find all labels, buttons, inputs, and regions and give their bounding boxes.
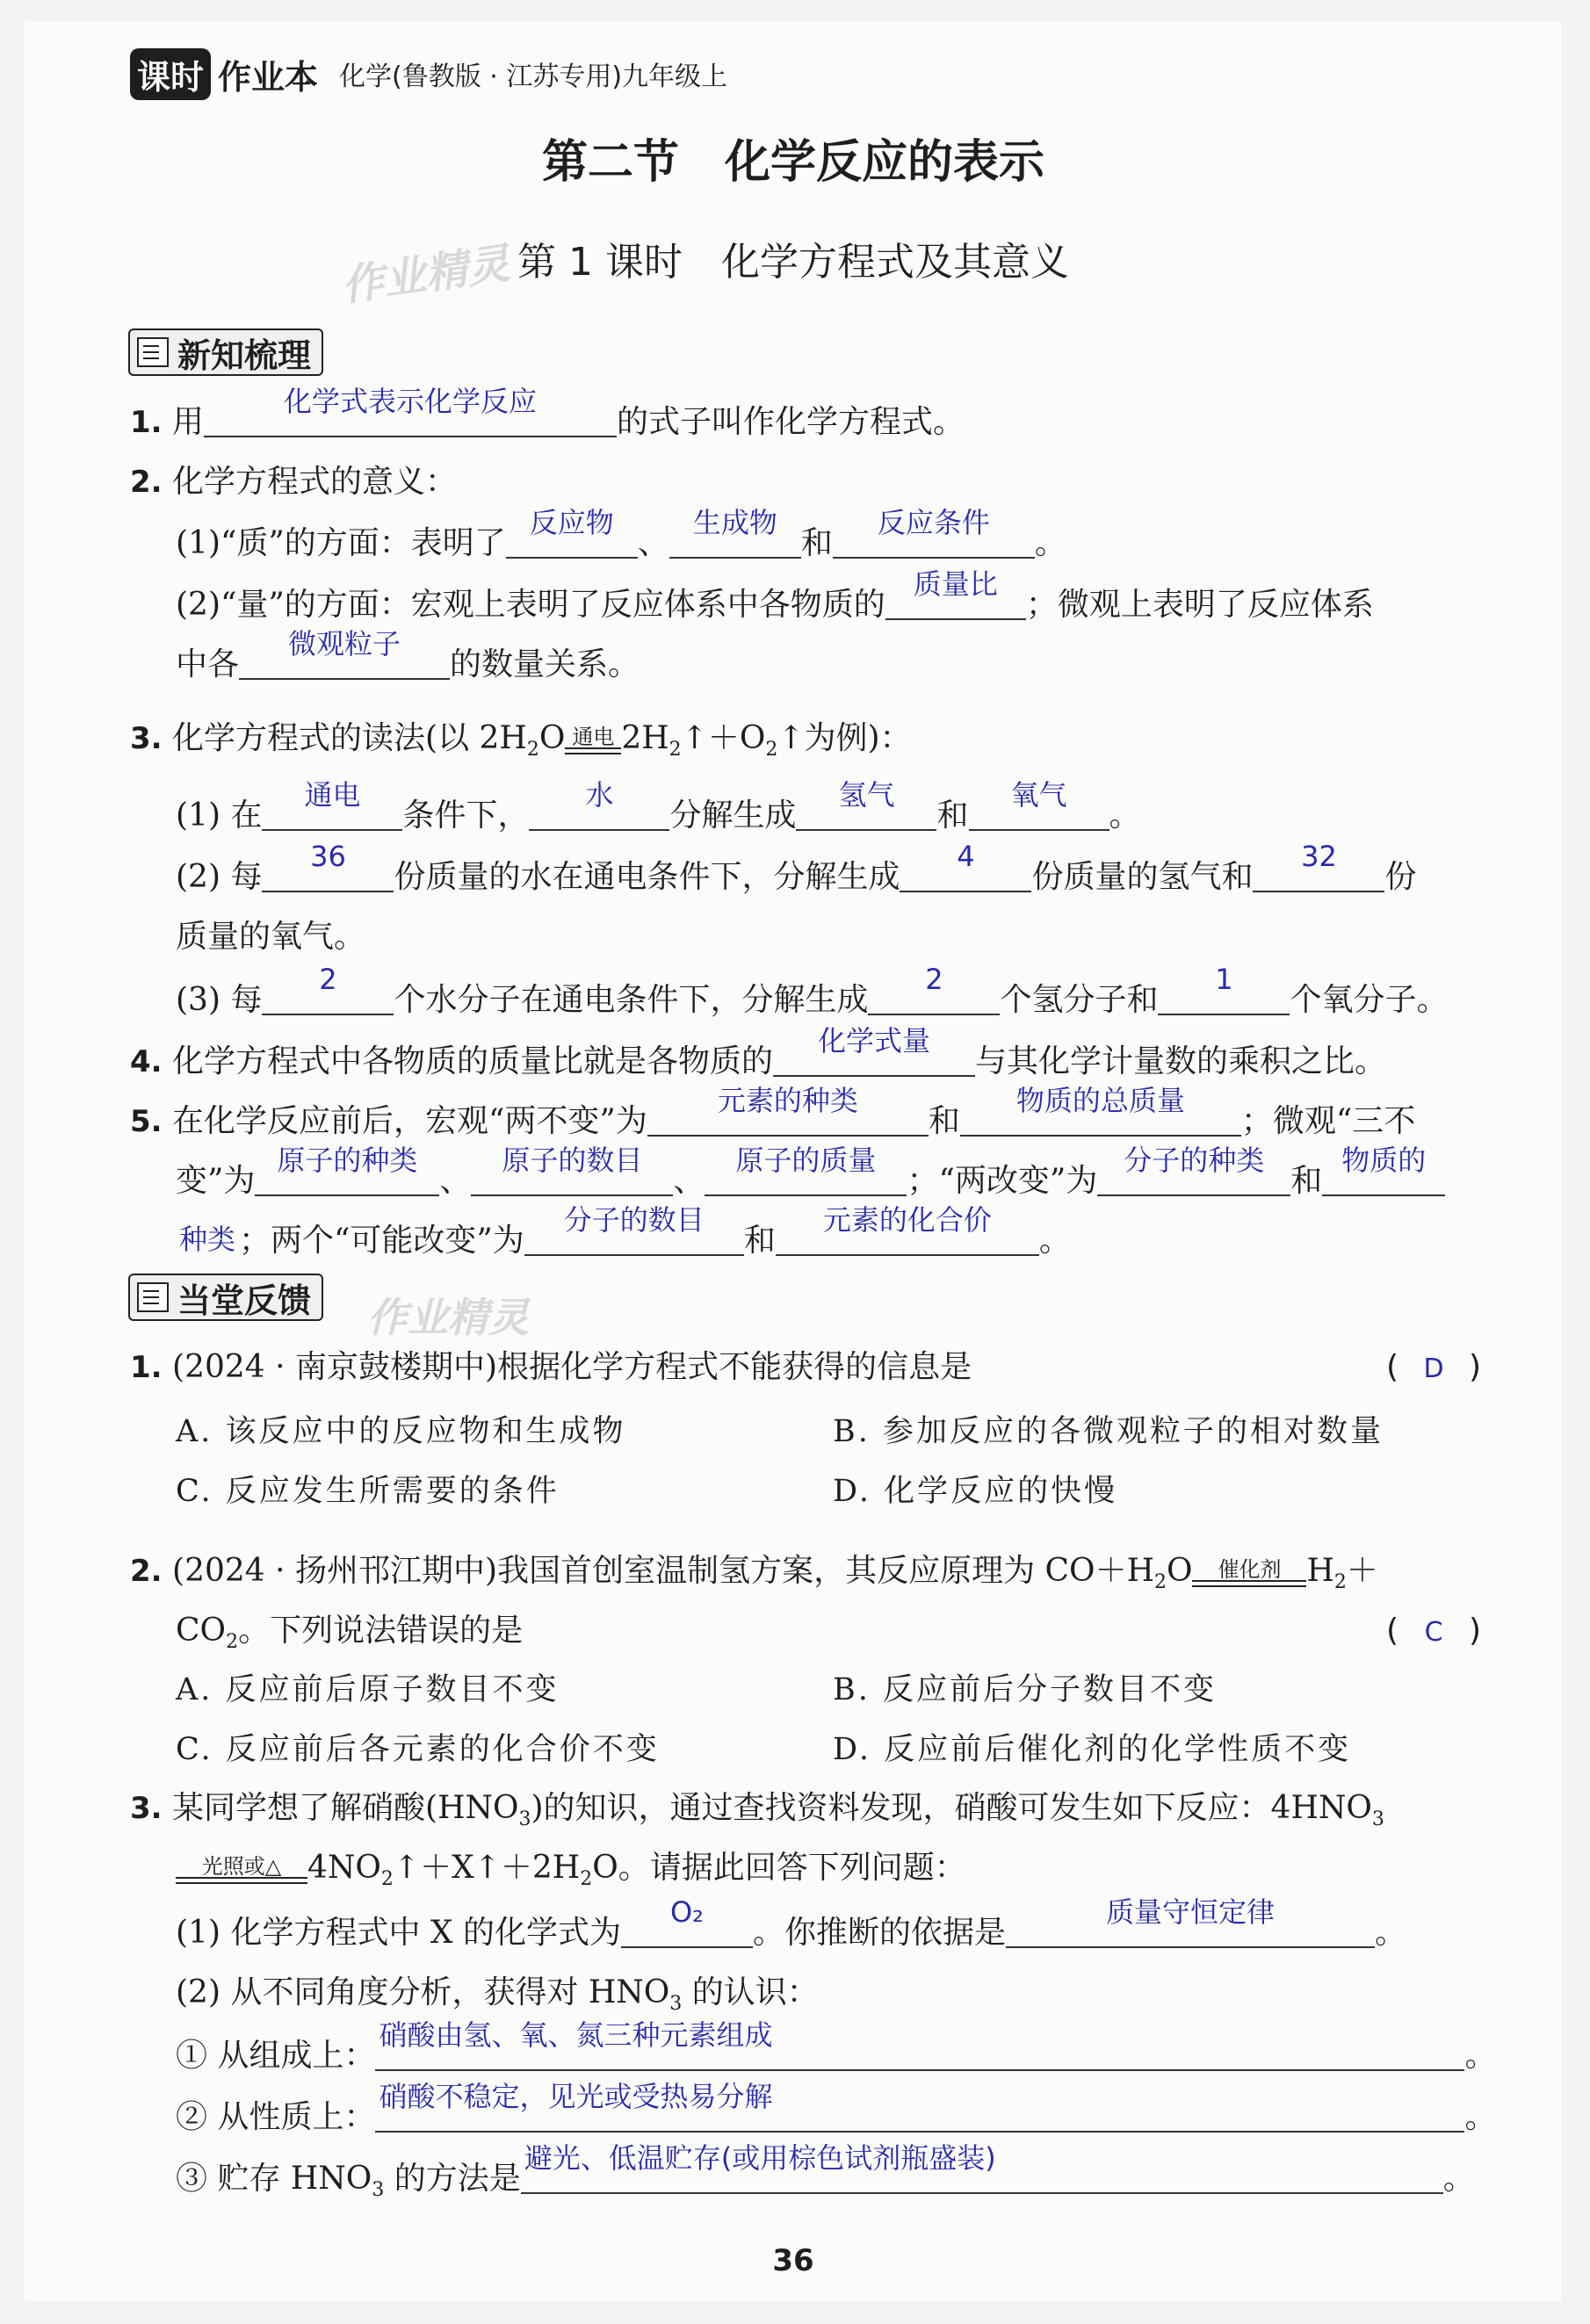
- logo-text: 作业本: [218, 57, 319, 97]
- answer-blank: [796, 778, 936, 831]
- text: )的知识，通过查找资料发现，硝酸可发生如下反应：4HNO: [531, 1790, 1372, 1826]
- f3-r2: [176, 2080, 1497, 2138]
- q2: [130, 462, 457, 502]
- text: ；两个“可能改变”为: [239, 1223, 524, 1259]
- text: (2) 每: [176, 859, 263, 895]
- q-number: 3.: [130, 1791, 163, 1826]
- text: 在化学反应前后，宏观“两不变”为: [172, 1103, 647, 1139]
- answer-blank: [885, 567, 1026, 620]
- text: 的式子叫作化学方程式。: [617, 404, 965, 440]
- text: ↑＋X↑＋2H: [393, 1850, 581, 1886]
- subscript: 2: [526, 739, 539, 761]
- text: 和: [1290, 1163, 1323, 1199]
- subscript: 2: [669, 739, 682, 761]
- answer-blank: [375, 2080, 1464, 2133]
- q3: [130, 718, 912, 770]
- text: 用: [172, 404, 205, 440]
- answer: 原子的质量: [735, 1144, 877, 1177]
- text: (1) 在: [176, 798, 263, 834]
- page: [25, 21, 1562, 2301]
- text: ；微观“三不: [1240, 1103, 1416, 1139]
- section-label: 当堂反馈: [177, 1281, 312, 1320]
- text: 的认识：: [682, 1974, 819, 2010]
- section-dangtang: [128, 1274, 323, 1321]
- answer: 硝酸不稳定，见光或受热易分解: [379, 2080, 773, 2113]
- text: 。: [1464, 2099, 1497, 2135]
- answer-blank: [262, 963, 394, 1015]
- f3-l2: [176, 1848, 966, 1900]
- text: ① 从组成上：: [176, 2038, 376, 2074]
- section-label: 新知梳理: [177, 336, 312, 375]
- reaction-arrow: [565, 726, 621, 754]
- q-number: 2.: [130, 1554, 163, 1589]
- subscript: 2: [380, 1868, 394, 1891]
- q5: [130, 1084, 1416, 1142]
- f1-option-a: A. 该反应中的反应物和生成物: [176, 1414, 626, 1449]
- text: 。: [1442, 2161, 1475, 2197]
- subscript: 2: [1153, 1571, 1167, 1594]
- answer-blank: [204, 385, 617, 437]
- text: CO: [176, 1613, 227, 1649]
- text: 的方法是: [384, 2161, 521, 2197]
- text: H: [1306, 1553, 1334, 1589]
- text: (1) 化学方程式中 X 的化学式为: [176, 1915, 621, 1951]
- text: (2) 从不同角度分析，获得对 HNO: [176, 1974, 670, 2010]
- text: 化学方程式中各物质的质量比就是各物质的: [172, 1043, 774, 1079]
- answer-blank: [1006, 1895, 1375, 1948]
- f3-r1: [176, 2018, 1497, 2076]
- f3-p1: [176, 1895, 1406, 1953]
- text: ；“两改变”为: [907, 1163, 1098, 1199]
- answer: 分子的种类: [1124, 1144, 1265, 1177]
- f3: [130, 1788, 1384, 1840]
- text: 变”为: [176, 1163, 256, 1199]
- subscript: 2: [226, 1631, 239, 1654]
- text: 、: [673, 1163, 705, 1199]
- q3-p1: [176, 778, 1141, 836]
- f2: [130, 1551, 1378, 1603]
- f1: [130, 1347, 972, 1388]
- answer: 32: [1301, 840, 1337, 873]
- page-title: 第二节 化学反应的表示: [541, 136, 1044, 189]
- text: 的数量关系。: [450, 646, 640, 682]
- subscript: 2: [580, 1868, 593, 1891]
- answer: O₂: [669, 1895, 704, 1929]
- text: ＋: [1346, 1553, 1378, 1589]
- text: 。: [1464, 2038, 1497, 2074]
- answer-blank: [833, 506, 1035, 559]
- text: 条件下，: [402, 798, 530, 834]
- answer: 4: [957, 840, 975, 873]
- text: 个水分子在通电条件下，分解生成: [394, 982, 869, 1018]
- text: ↑为例)：: [777, 720, 912, 756]
- text: (2024 · 扬州邗江期中)我国首创室温制氢方案，其反应原理为 CO＋H: [172, 1553, 1154, 1589]
- lesson-title: 第 1 课时 化学方程式及其意义: [517, 240, 1069, 285]
- answer: 元素的种类: [717, 1084, 858, 1117]
- pencil-icon: [137, 1282, 169, 1312]
- text: ↑＋O: [681, 720, 766, 756]
- answer-blank: [262, 778, 402, 831]
- text: O: [538, 720, 566, 756]
- answer: 反应物: [529, 506, 614, 539]
- q5-l2: [176, 1144, 1445, 1202]
- book-icon: [137, 337, 169, 367]
- subscript: 3: [372, 2179, 385, 2202]
- q2-p1: [176, 506, 1066, 564]
- answer-blank: [239, 627, 450, 680]
- q-number: 1.: [130, 1350, 163, 1385]
- answer-blank: [669, 506, 801, 559]
- page-number: 36: [772, 2243, 814, 2278]
- text: 化学方程式的意义：: [172, 464, 458, 500]
- text: O。请据此回答下列问题：: [592, 1850, 966, 1886]
- q3-p2b: 质量的氧气。: [176, 919, 366, 955]
- text: (2)“量”的方面：宏观上表明了反应体系中各物质的: [176, 587, 885, 623]
- text: 和: [928, 1103, 960, 1139]
- text: 。: [1374, 1915, 1406, 1951]
- answer: 化学式量: [818, 1024, 931, 1057]
- book-subtitle: 化学(鲁教版 · 江苏专用)九年级上: [339, 61, 728, 92]
- text: 和: [936, 798, 969, 834]
- answer-blank: [1097, 1144, 1290, 1196]
- answer: 化学式表示化学反应: [284, 385, 538, 418]
- text: 分解生成: [669, 798, 797, 834]
- q-number: 2.: [130, 465, 163, 500]
- answer: 氧气: [1010, 778, 1067, 812]
- text: 。: [1034, 525, 1066, 561]
- f1-option-d: D. 化学反应的快慢: [833, 1474, 1118, 1509]
- text: 中各: [176, 646, 240, 682]
- answer-blank: [969, 778, 1109, 831]
- answer: 氢气: [838, 778, 895, 812]
- text: 个氧分子。: [1290, 982, 1449, 1018]
- logo-badge: 课时: [130, 48, 211, 100]
- f1-option-c: C. 反应发生所需要的条件: [176, 1474, 560, 1509]
- text: (3) 每: [176, 982, 263, 1018]
- answer-blank: [1322, 1144, 1445, 1196]
- answer-blank: [1158, 963, 1290, 1015]
- q1: [130, 385, 965, 443]
- answer: 通电: [304, 778, 361, 812]
- answer: 物质的总质量: [1015, 1084, 1185, 1117]
- f2-option-a: A. 反应前后原子数目不变: [176, 1672, 560, 1707]
- answer: 物质的: [1341, 1144, 1427, 1177]
- answer-blank: [900, 840, 1031, 892]
- answer: D: [1423, 1353, 1444, 1384]
- text: ② 从性质上：: [176, 2099, 376, 2135]
- answer: 避光、低温贮存(或用棕色试剂瓶盛装): [524, 2141, 996, 2175]
- f3-r3: [176, 2141, 1475, 2211]
- answer-blank: [521, 2141, 1443, 2194]
- answer: 种类: [178, 1223, 235, 1256]
- answer-blank: [176, 1221, 239, 1256]
- answer: 原子的数目: [502, 1144, 643, 1177]
- subscript: 3: [669, 1993, 683, 2016]
- answer-blank: [262, 840, 394, 892]
- text: 。下列说法错误的是: [238, 1613, 524, 1649]
- answer: 质量比: [913, 567, 998, 601]
- text: O: [1166, 1553, 1193, 1589]
- answer: 原子的种类: [277, 1144, 418, 1177]
- answer: 反应条件: [877, 506, 990, 539]
- subscript: 3: [518, 1808, 531, 1831]
- answer-blank: [471, 1144, 673, 1196]
- subscript: 3: [1371, 1808, 1384, 1831]
- f1-answer: ( D ): [1386, 1347, 1481, 1389]
- answer: 硝酸由氢、氧、氮三种元素组成: [379, 2018, 773, 2052]
- text: ③ 贮存 HNO: [176, 2161, 372, 2197]
- text: 和: [800, 525, 833, 561]
- q4: [130, 1024, 1387, 1082]
- f2-option-d: D. 反应前后催化剂的化学性质不变: [833, 1732, 1352, 1767]
- answer: 质量守恒定律: [1105, 1895, 1275, 1929]
- text: ；微观上表明了反应体系: [1025, 587, 1374, 623]
- text: 和: [743, 1223, 776, 1259]
- condition: 催化剂: [1218, 1557, 1282, 1582]
- q-number: 4.: [130, 1044, 163, 1079]
- text: 。你推断的依据是: [752, 1915, 1006, 1951]
- f2-l2: [176, 1611, 523, 1663]
- answer-blank: [647, 1084, 929, 1137]
- condition: 光照或△: [201, 1854, 282, 1879]
- subscript: 2: [765, 739, 778, 761]
- watermark: 作业精灵: [338, 238, 513, 312]
- section-xinzhi: [128, 328, 323, 376]
- text: 份: [1384, 859, 1417, 895]
- text: 份质量的水在通电条件下，分解生成: [394, 859, 900, 895]
- text: 、: [439, 1163, 472, 1199]
- answer-blank: [506, 506, 638, 559]
- answer-blank: [960, 1084, 1241, 1137]
- answer-blank: [1253, 840, 1384, 892]
- f2-option-c: C. 反应前后各元素的化合价不变: [176, 1732, 660, 1767]
- condition: 通电: [572, 725, 615, 749]
- text: 2H: [621, 720, 669, 756]
- answer-blank: [868, 963, 1000, 1015]
- q2-p2: [176, 567, 1374, 625]
- text: (2024 · 南京鼓楼期中)根据化学方程式不能获得的信息是: [172, 1349, 972, 1385]
- answer-blank: [773, 1024, 975, 1077]
- answer: 生成物: [692, 506, 777, 539]
- answer: 36: [310, 840, 346, 873]
- text: 。: [1038, 1223, 1071, 1259]
- answer: 1: [1215, 963, 1233, 996]
- subscript: 2: [1333, 1571, 1347, 1594]
- header: [130, 47, 727, 100]
- answer: 2: [319, 963, 337, 996]
- text: (1)“质”的方面：表明了: [176, 525, 506, 561]
- q-number: 3.: [130, 721, 163, 756]
- text: 、: [637, 525, 669, 561]
- answer-blank: [705, 1144, 907, 1196]
- q-number: 1.: [130, 405, 163, 440]
- watermark-2: 作业精灵: [367, 1294, 529, 1341]
- answer-blank: [524, 1203, 744, 1256]
- answer: 分子的数目: [563, 1203, 705, 1237]
- reaction-arrow: [176, 1856, 307, 1884]
- text: 4NO: [307, 1850, 381, 1886]
- f2-answer: ( C ): [1386, 1611, 1481, 1653]
- answer-blank: [621, 1895, 753, 1948]
- answer: 2: [925, 963, 943, 996]
- answer: 元素的化合价: [822, 1203, 992, 1237]
- text: 化学方程式的读法(以 2H: [172, 720, 527, 756]
- answer-blank: [375, 2018, 1464, 2071]
- answer: 水: [585, 778, 614, 812]
- q2-p3: [176, 627, 640, 685]
- q5-l3: [176, 1203, 1071, 1261]
- q3-p3: [176, 963, 1449, 1021]
- text: 。: [1109, 798, 1141, 834]
- answer-blank: [255, 1144, 439, 1196]
- answer-blank: [529, 778, 669, 831]
- answer: C: [1424, 1617, 1443, 1648]
- q3-p2: [176, 840, 1417, 898]
- f1-option-b: B. 参加反应的各微观粒子的相对数量: [833, 1414, 1384, 1449]
- answer: 微观粒子: [288, 627, 401, 660]
- text: 与其化学计量数的乘积之比。: [975, 1043, 1387, 1079]
- answer-blank: [776, 1203, 1039, 1256]
- q-number: 5.: [130, 1104, 163, 1139]
- text: 某同学想了解硝酸(HNO: [172, 1790, 519, 1826]
- text: 份质量的氢气和: [1031, 859, 1254, 895]
- text: 个氢分子和: [1000, 982, 1159, 1018]
- f2-option-b: B. 反应前后分子数目不变: [833, 1672, 1217, 1707]
- reaction-arrow: [1192, 1559, 1306, 1587]
